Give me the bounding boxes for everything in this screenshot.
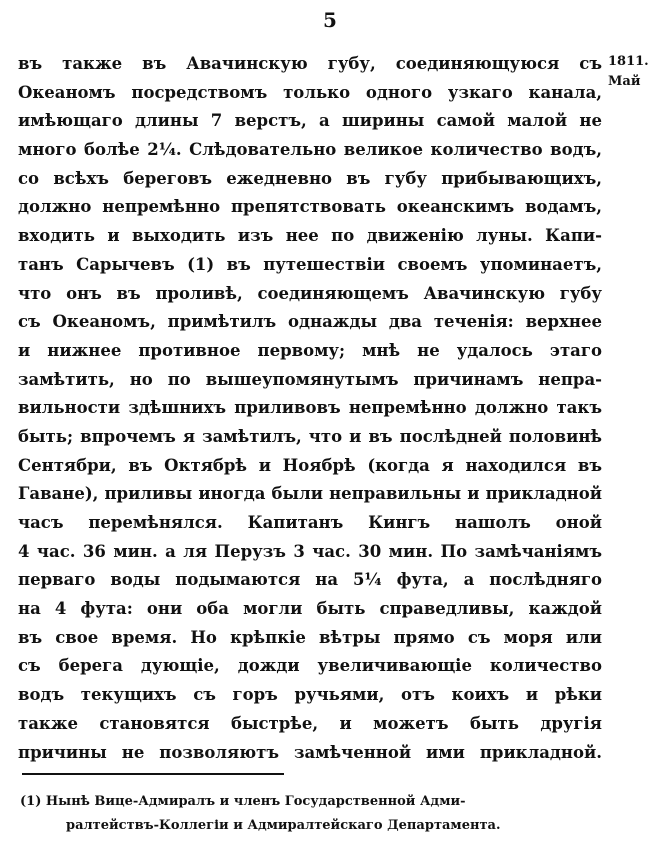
body-line: со всѣхъ береговъ ежедневно въ губу прибывающихъ,: [18, 168, 602, 188]
body-line: съ берега дующіе, дожди увеличивающіе количество: [18, 656, 602, 676]
margin-note-month: Май: [608, 74, 641, 89]
page-number: 5: [323, 8, 337, 32]
footnote-line: (1) Нынѣ Вице-Адмиралъ и членъ Государственной Адми-: [20, 794, 466, 809]
body-line: часъ перемѣнялся. Капитанъ Кингъ нашолъ оной: [18, 513, 602, 532]
footnote-line: ралтействъ-Коллегіи и Адмиралтейскаго Департамента.: [66, 818, 501, 833]
footnote: [20, 790, 606, 838]
body-line: танъ Сарычевъ (1) въ путешествіи своемъ упоминаетъ,: [18, 254, 602, 274]
margin-note: [608, 52, 654, 92]
body-line: Океаномъ посредствомъ только одного узкаго канала,: [18, 82, 602, 102]
body-line: Гаване), приливы иногда были неправильны и прикладной: [18, 484, 602, 504]
body-line: быть; впрочемъ я замѣтилъ, что и въ послѣдней половинѣ: [18, 426, 602, 446]
body-line: много болѣе 2¼. Слѣдовательно великое количество водъ,: [18, 140, 602, 160]
body-line: причины не позволяютъ замѣченной ими прикладной.: [18, 742, 602, 762]
body-line: входить и выходить изъ нее по движенію луны. Капи-: [18, 226, 602, 246]
body-line: съ Океаномъ, примѣтилъ однажды два теченія: верхнее: [18, 312, 602, 332]
body-line: 4 час. 36 мин. а ля Перузъ 3 час. 30 мин. По замѣчаніямъ: [18, 541, 602, 561]
body-line: имѣющаго длины 7 верстъ, а ширины самой малой не: [18, 111, 602, 131]
body-line: на 4 фута: они оба могли быть справедливы, каждой: [18, 599, 602, 619]
body-line: въ также въ Авачинскую губу, соединяющуюся съ: [18, 54, 602, 73]
body-line: Сентябри, въ Октябрѣ и Ноябрѣ (когда я находился въ: [18, 455, 602, 475]
body-line: въ свое время. Но крѣпкіе вѣтры прямо съ моря или: [18, 627, 602, 647]
body-line: перваго воды подымаются на 5¼ фута, а послѣдняго: [18, 570, 602, 590]
body-line: также становятся быстрѣе, и можетъ быть другія: [18, 713, 602, 733]
body-line: замѣтить, но по вышеупомянутымъ причинамъ непра-: [18, 369, 602, 389]
body-line: водъ текущихъ съ горъ ручьями, отъ коихъ и рѣки: [18, 685, 602, 705]
margin-note-year: 1811.: [608, 54, 649, 69]
footnote-divider: [22, 773, 284, 775]
body-line: вильности здѣшнихъ приливовъ непремѣнно должно такъ: [18, 398, 602, 418]
body-text: [18, 50, 602, 767]
body-line: и нижнее противное первому; мнѣ не удалось этаго: [18, 340, 602, 360]
body-line: что онъ въ проливѣ, соединяющемъ Авачинскую губу: [18, 283, 602, 303]
body-line: должно непремѣнно препятствовать океанскимъ водамъ,: [18, 197, 602, 217]
